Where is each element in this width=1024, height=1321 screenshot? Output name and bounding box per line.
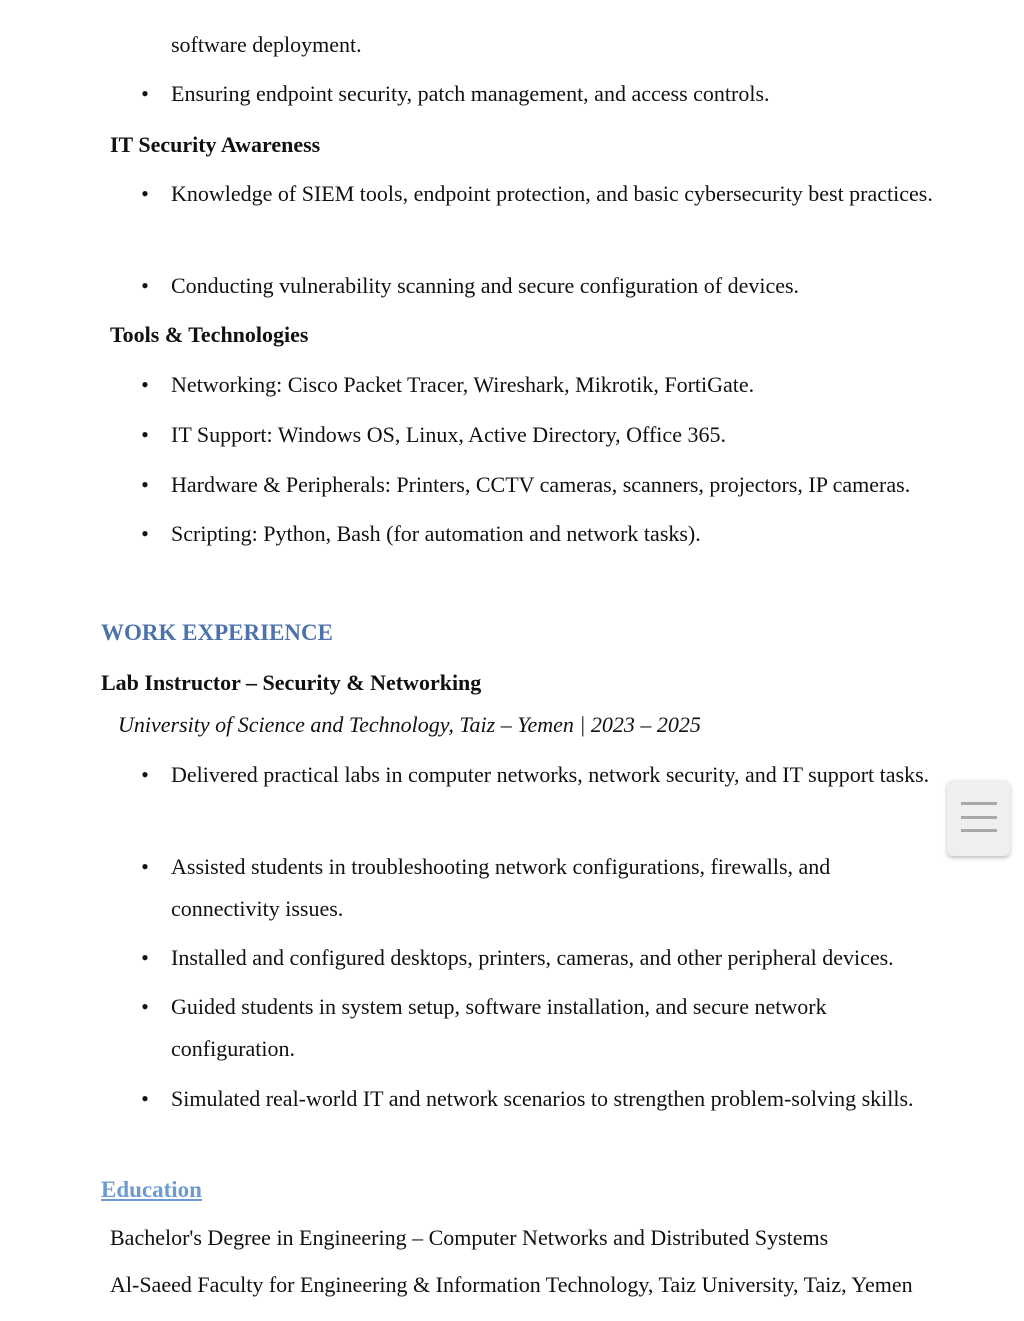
security-heading: IT Security Awareness <box>110 132 321 157</box>
list-item: • Simulated real-world IT and network scenarios to strengthen problem-solving skills. <box>138 1078 938 1120</box>
bullet-icon: • <box>141 1086 149 1111</box>
list-item: • Scripting: Python, Bash (for automation and network tasks). <box>138 513 980 555</box>
education-degree: Bachelor's Degree in Engineering – Computer Networks and Distributed Systems <box>110 1225 829 1250</box>
bullet-icon: • <box>141 945 149 970</box>
bullet-icon: • <box>141 181 149 206</box>
bullet-icon: • <box>141 521 149 546</box>
bullet-icon: • <box>141 472 149 497</box>
list-item: • Installed and configured desktops, printers, cameras, and other peripheral devices. <box>138 937 980 979</box>
bullet-icon: • <box>141 273 149 298</box>
list-item: • Conducting vulnerability scanning and secure configuration of devices. <box>138 265 980 307</box>
bullet-icon: • <box>141 372 149 397</box>
bullet-icon: • <box>141 762 149 787</box>
bullet-icon: • <box>141 994 149 1019</box>
list-item: • Delivered practical labs in computer networks, network security, and IT support tasks. <box>138 754 950 796</box>
bullet-icon: • <box>141 422 149 447</box>
list-item: • Hardware & Peripherals: Printers, CCTV cameras, scanners, projectors, IP cameras. <box>138 464 980 506</box>
list-item: • Networking: Cisco Packet Tracer, Wireshark, Mikrotik, FortiGate. <box>138 364 980 406</box>
list-item: • Ensuring endpoint security, patch management, and access controls. <box>138 73 980 115</box>
job-title: Lab Instructor – Security & Networking <box>101 670 482 695</box>
continuation-text: software deployment. <box>171 32 362 57</box>
bullet-icon: • <box>141 854 149 879</box>
list-item: • Assisted students in troubleshooting network configurations, firewalls, and connectivity issues. <box>138 846 918 930</box>
tools-heading: Tools & Technologies <box>110 322 309 347</box>
bullet-icon: • <box>141 81 149 106</box>
education-heading: Education <box>101 1177 202 1202</box>
list-item: • Guided students in system setup, software installation, and secure network configuration. <box>138 986 918 1070</box>
work-experience-heading: WORK EXPERIENCE <box>101 620 333 645</box>
list-item: • IT Support: Windows OS, Linux, Active Directory, Office 365. <box>138 414 980 456</box>
education-institution: Al-Saeed Faculty for Engineering & Information Technology, Taiz University, Taiz, Yemen <box>110 1272 913 1297</box>
job-organization: University of Science and Technology, Taiz – Yemen | 2023 – 2025 <box>118 712 701 737</box>
list-item: • Knowledge of SIEM tools, endpoint protection, and basic cybersecurity best practices. <box>138 173 976 215</box>
scroll-handle-button[interactable] <box>947 780 1010 856</box>
